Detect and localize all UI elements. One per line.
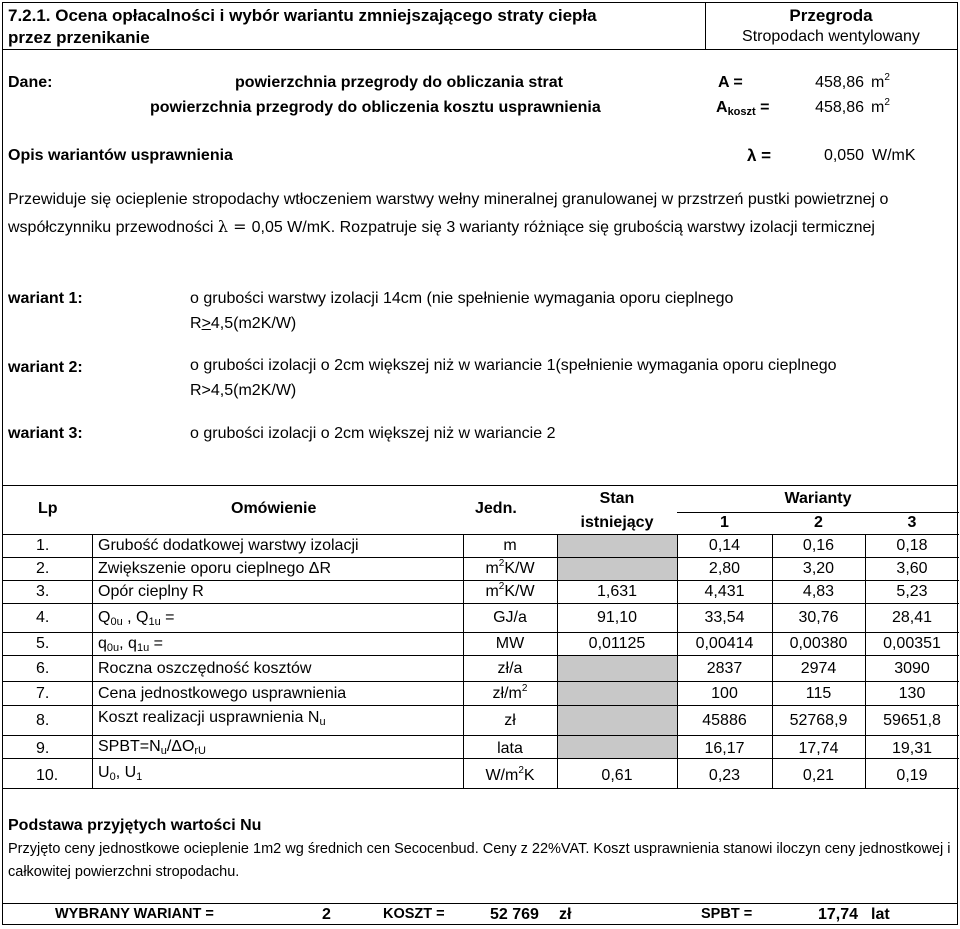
row-lp: 10. xyxy=(36,767,59,784)
row-desc: Opór cieplny R xyxy=(98,583,204,600)
row-line xyxy=(2,681,959,682)
row-state: 1,631 xyxy=(596,583,638,600)
row-line xyxy=(2,534,959,535)
variant3-text: o grubości izolacji o 2cm większej niż w wariancie 2 xyxy=(190,425,556,442)
cost-unit: zł xyxy=(559,906,572,923)
row-v1: 16,17 xyxy=(704,740,745,757)
spbt-value: 17,74 xyxy=(818,906,859,923)
section-title-line2: przez przenikanie xyxy=(8,28,150,47)
row-line xyxy=(2,655,959,656)
header-description: Omówienie xyxy=(231,500,317,517)
cost-value: 52 769 xyxy=(490,906,539,923)
row-lp: 4. xyxy=(36,609,50,626)
row-v1: 2,80 xyxy=(708,560,741,577)
header-v2: 2 xyxy=(814,514,823,531)
shaded-cell xyxy=(557,655,677,758)
row-line xyxy=(2,758,959,759)
row-v2: 30,76 xyxy=(798,609,839,626)
row-desc: $SPBT=N_u/\Delta O_{rU}$ xyxy=(98,738,206,757)
header-variants: Warianty xyxy=(784,490,852,507)
summary-top-line xyxy=(2,903,958,904)
row-line xyxy=(2,788,959,789)
section-title-line1: 7.2.1. Ocena opłacalności i wybór wariantu zmniejszającego straty ciepła xyxy=(8,6,597,25)
given-area-desc: powierzchnia przegrody do obliczania strat xyxy=(234,74,563,91)
row-v3: 0,00351 xyxy=(883,635,941,652)
row-v1: 0,23 xyxy=(708,767,741,784)
row-v1: 2837 xyxy=(706,660,743,677)
chosen-variant-label: WYBRANY WARIANT = xyxy=(55,906,214,922)
row-line xyxy=(2,557,959,558)
header-v1: 1 xyxy=(720,514,729,531)
row-unit: zł/a xyxy=(497,660,523,677)
row-lp: 9. xyxy=(36,740,50,757)
lambda-value: 0,050 xyxy=(823,147,864,164)
row-lp: 1. xyxy=(36,537,50,554)
row-desc: Cena jednostkowego usprawnienia xyxy=(98,685,347,702)
row-desc: Grubość dodatkowej warstwy izolacji xyxy=(98,537,359,554)
header-variants-line xyxy=(677,512,959,513)
basis-title: Podstawa przyjętych wartości Nu xyxy=(8,817,262,834)
row-unit: $W/m^2K$ xyxy=(485,765,535,784)
row-desc: $q_{0u}$, $q_{1u}$ = xyxy=(98,635,163,654)
row-v3: 0,19 xyxy=(896,767,928,784)
row-v2: 3,20 xyxy=(802,560,835,577)
row-v2: 52768,9 xyxy=(789,712,848,729)
row-v2: 17,74 xyxy=(798,740,839,757)
row-v3: 130 xyxy=(898,685,926,702)
row-unit: GJ/a xyxy=(493,609,527,626)
row-unit: MW xyxy=(495,635,525,652)
row-desc: Zwiększenie oporu cieplnego ΔR xyxy=(98,560,332,577)
basis-text: Przyjęto ceny jednostkowe ocieplenie 1m2 wg średnich cen Secocenbud. Ceny z 22%VAT. Koszt usprawnienia stanowi iloczyn ceny jednostkowej i całkowitej powierzchni stropodachu. xyxy=(8,841,951,880)
row-line xyxy=(2,603,959,604)
row-unit: zł xyxy=(504,712,516,729)
row-v1: 0,14 xyxy=(708,537,741,554)
partition-label: Przegroda xyxy=(789,6,873,25)
variants-description: Przewiduje się ocieplenie stropodachy wtłoczeniem warstwy wełny mineralnej granulowanej w przstrzeń pustki powietrznej o współczynniku przewodności λ = 0,05 W/mK. Rozpatruje się 3 warianty różniące się grubością warstwy izolacji termicznej xyxy=(8,191,889,236)
row-v2: 0,00380 xyxy=(789,635,848,652)
col-line xyxy=(557,534,558,788)
header-bottom-line xyxy=(2,49,958,50)
header-v3: 3 xyxy=(907,514,917,531)
row-unit: $zł/m^2$ xyxy=(492,683,528,702)
row-v2: 0,21 xyxy=(802,767,835,784)
row-lp: 8. xyxy=(36,712,50,729)
header-state-2: istniejący xyxy=(580,514,654,531)
partition-value: Stropodach wentylowany xyxy=(742,28,920,45)
given-area-unit: $m^2$ xyxy=(871,72,890,91)
row-state: 0,61 xyxy=(601,767,633,784)
lambda-unit: W/mK xyxy=(872,147,916,164)
row-unit: $m^2K/W$ xyxy=(485,558,535,577)
row-lp: 6. xyxy=(36,660,50,677)
row-desc: $U_0$, $U_1$ xyxy=(98,764,143,783)
row-v3: 0,18 xyxy=(896,537,928,554)
given-cost-area-desc: powierzchnia przegrody do obliczenia kosztu usprawnienia xyxy=(150,99,601,116)
row-line xyxy=(2,580,959,581)
row-v1: 33,54 xyxy=(704,609,745,626)
row-desc: $Q_{0u}$ , $Q_{1u}$ = xyxy=(98,609,175,628)
given-label: Dane: xyxy=(8,74,53,91)
header-lp: Lp xyxy=(38,500,58,517)
spbt-unit: lat xyxy=(871,906,890,923)
row-lp: 2. xyxy=(36,560,50,577)
row-v3: 59651,8 xyxy=(883,712,941,729)
row-v2: 2974 xyxy=(800,660,837,677)
row-v1: 100 xyxy=(711,685,738,702)
row-v3: 5,23 xyxy=(896,583,928,600)
variant1-label: wariant 1: xyxy=(8,290,83,307)
given-cost-area-unit: $m^2$ xyxy=(871,97,890,116)
col-line xyxy=(92,534,93,788)
cost-label: KOSZT = xyxy=(383,906,445,922)
row-lp: 7. xyxy=(36,685,50,702)
header-state-1: Stan xyxy=(599,490,635,507)
row-v2: 0,16 xyxy=(802,537,835,554)
row-v1: 4,431 xyxy=(704,583,745,600)
row-v3: 3090 xyxy=(894,660,930,677)
given-cost-area-symbol: $A_{koszt}$ = xyxy=(716,99,770,118)
given-cost-area-value: 458,86 xyxy=(815,99,864,116)
variant2-label: wariant 2: xyxy=(8,359,83,376)
given-area-value: 458,86 xyxy=(815,74,864,91)
row-v3: 3,60 xyxy=(896,560,928,577)
row-lp: 3. xyxy=(36,583,50,600)
row-unit: lata xyxy=(497,740,523,757)
row-v3: 19,31 xyxy=(891,740,933,757)
row-v2: 4,83 xyxy=(802,583,835,600)
lambda-label: λ = xyxy=(747,146,772,165)
row-line xyxy=(2,735,959,736)
row-state: 91,10 xyxy=(596,609,638,626)
variant3-label: wariant 3: xyxy=(8,425,83,442)
variant2-text: o grubości izolacji o 2cm większej niż w wariancie 1(spełnienie wymagania oporu cieplnego R>4,5(m2K/W) xyxy=(190,357,837,399)
row-v2: 115 xyxy=(805,685,832,702)
row-desc: Koszt realizacji usprawnienia $N_u$ xyxy=(98,709,326,728)
table-top-line xyxy=(2,485,958,486)
row-desc: Roczna oszczędność kosztów xyxy=(98,660,312,677)
row-line xyxy=(2,632,959,633)
variant1-text: o grubości warstwy izolacji 14cm (nie spełnienie wymagania oporu cieplnego R>4,5(m2K/W) xyxy=(190,290,734,332)
variants-title: Opis wariantów usprawnienia xyxy=(8,147,233,164)
row-v1: 45886 xyxy=(702,712,747,729)
row-line xyxy=(2,705,959,706)
row-unit: m xyxy=(503,537,517,554)
row-state: 0,01125 xyxy=(588,635,646,652)
spbt-label: SPBT = xyxy=(701,906,753,922)
sheet-frame xyxy=(2,2,958,925)
header-unit: Jedn. xyxy=(475,500,517,517)
chosen-variant-value: 2 xyxy=(322,906,331,923)
row-v3: 28,41 xyxy=(891,609,933,626)
row-lp: 5. xyxy=(36,635,50,652)
row-unit: $m^2K/W$ xyxy=(485,581,535,600)
row-v1: 0,00414 xyxy=(695,635,754,652)
given-area-symbol: A = xyxy=(718,74,743,91)
